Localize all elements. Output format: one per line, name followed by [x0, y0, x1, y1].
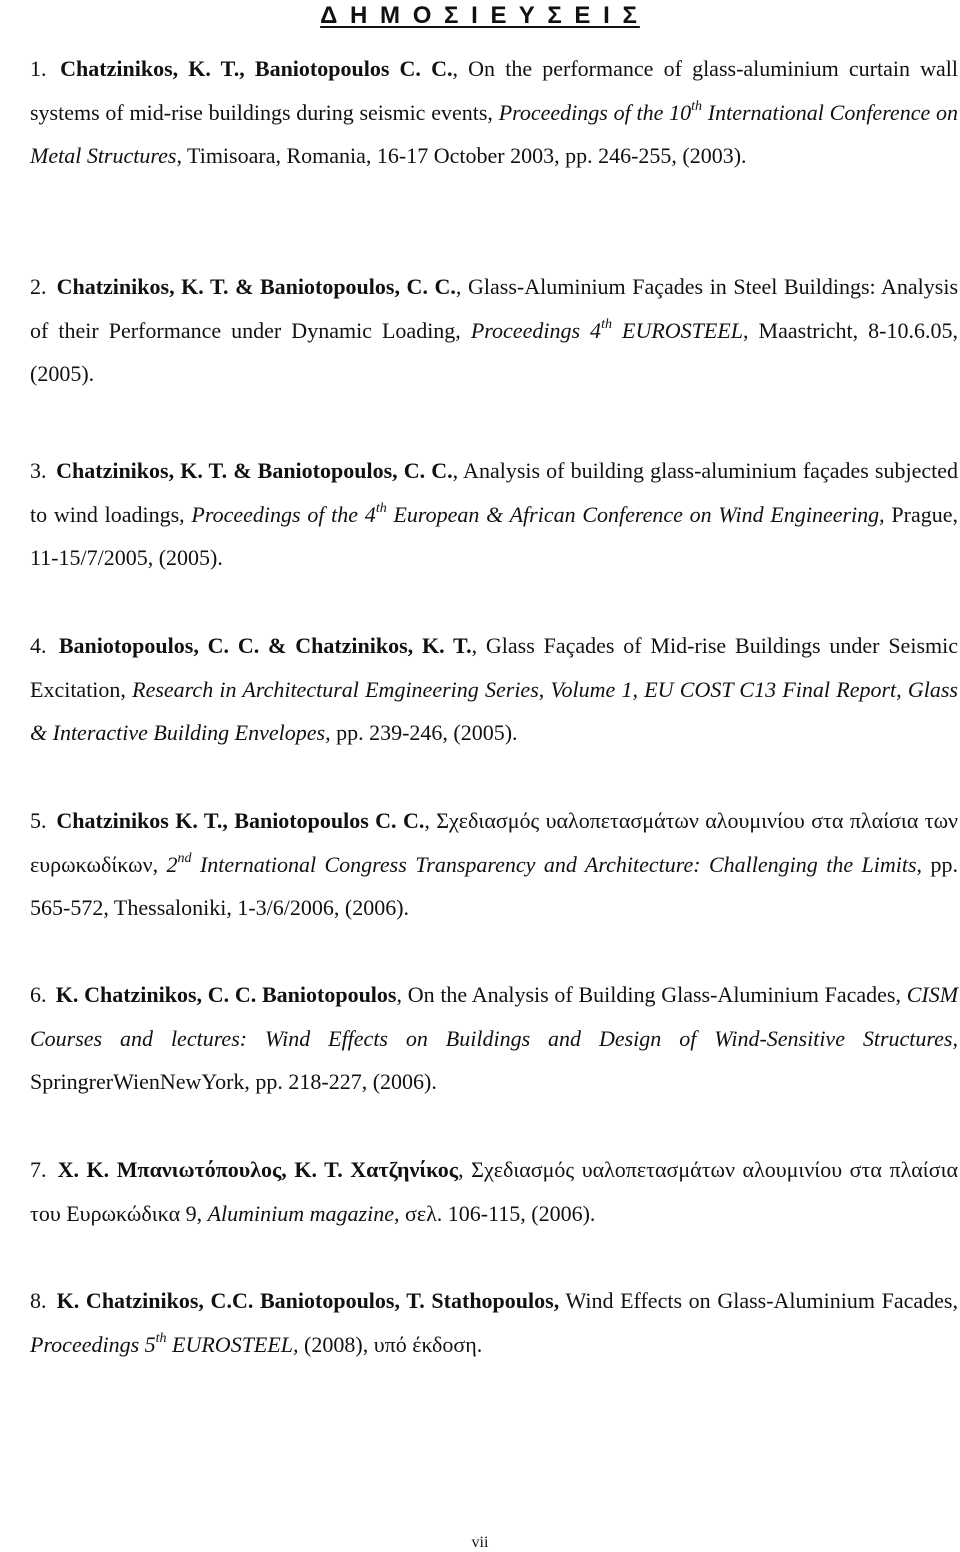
ref-text: , pp. 239-246, (2005).	[325, 720, 518, 745]
ref-authors: K. Chatzinikos, C. C. Baniotopoulos	[55, 982, 397, 1007]
ref-number: 5.	[30, 808, 47, 833]
ref-venue: Aluminium magazine,	[207, 1200, 400, 1226]
reference-entry-7	[30, 1148, 958, 1235]
ref-superscript: th	[155, 1330, 167, 1346]
page-number: vii	[471, 1534, 489, 1551]
ref-venue: International Conference on Metal Structures	[30, 99, 958, 168]
ref-text: , SpringrerWienNewYork, pp. 218-227, (2006).	[30, 1025, 958, 1094]
ref-number: 2.	[30, 274, 47, 299]
ref-authors: K. Chatzinikos, C.C. Baniotopoulos, T. Stathopoulos,	[56, 1288, 560, 1313]
ref-authors: Chatzinikos K. T., Baniotopoulos C. C.	[56, 808, 425, 833]
ref-text: , Prague, 11-15/7/2005, (2005).	[30, 501, 959, 570]
ref-venue: CISM Courses and lectures: Wind Effects on Buildings and Design of Wind-Sensitive Structures	[30, 982, 959, 1051]
ref-venue: Proceedings 5	[30, 1331, 156, 1357]
reference-entry-1	[30, 47, 958, 178]
ref-text: , On the Analysis of Building Glass-Aluminium Facades,	[396, 982, 907, 1007]
reference-entry-6	[30, 973, 958, 1104]
ref-authors: Chatzinikos, K. T. & Baniotopoulos, C. C.	[56, 458, 453, 483]
ref-text: , Σχεδιασμός υαλοπετασμάτων αλουμινίου στα πλαίσια του Ευρωκώδικα 9,	[30, 1157, 959, 1226]
ref-number: 3.	[30, 458, 47, 483]
reference-entry-5	[30, 799, 958, 930]
ref-number: 7.	[30, 1157, 47, 1182]
ref-text: , Maastricht, 8-10.6.05, (2005).	[30, 317, 958, 386]
ref-venue: International Congress Transparency and Architecture: Challenging the Limits	[191, 851, 917, 877]
ref-venue: Proceedings 4	[470, 317, 602, 343]
reference-entry-3	[30, 449, 958, 580]
ref-text: , Glass-Aluminium Façades in Steel Buildings: Analysis of their Performance under Dynamic Loading,	[30, 274, 959, 343]
ref-text: , pp. 565-572, Thessaloniki, 1-3/6/2006, (2006).	[30, 851, 958, 920]
publications-heading: Δ Η Μ Ο Σ Ι Ε Υ Σ Ε Ι Σ	[320, 2, 640, 29]
reference-entry-2	[30, 265, 958, 396]
ref-venue: Proceedings of the 4	[191, 501, 376, 527]
ref-text: , Σχεδιασμός υαλοπετασμάτων αλουμινίου στα πλαίσια των ευρωκωδίκων,	[30, 808, 958, 877]
ref-authors: Baniotopoulos, C. C. & Chatzinikos, K. T.	[58, 633, 472, 658]
ref-number: 6.	[30, 982, 47, 1007]
ref-superscript: th	[601, 316, 612, 332]
ref-superscript: th	[691, 98, 703, 114]
ref-authors: Chatzinikos, K. T. & Baniotopoulos, C. C.	[56, 274, 456, 299]
ref-superscript: nd	[177, 850, 192, 866]
ref-venue: Proceedings of the 10	[498, 99, 692, 125]
ref-text: , Timisoara, Romania, 16-17 October 2003, pp. 246-255, (2003).	[176, 143, 747, 168]
ref-authors: Χ. Κ. Μπανιωτόπουλος, Κ. Τ. Χατζηνίκος	[57, 1157, 459, 1182]
reference-entry-4	[30, 624, 958, 755]
ref-venue: EUROSTEEL,	[166, 1331, 299, 1357]
ref-number: 1.	[30, 56, 47, 81]
ref-text: (2008), υπό έκδοση.	[298, 1331, 483, 1357]
ref-venue: EUROSTEEL	[611, 317, 743, 343]
ref-venue: Research in Architectural Emgineering Series, Volume 1, EU COST C13 Final Report, Glass & Interactive Building Envelopes	[30, 676, 958, 745]
ref-number: 4.	[30, 633, 47, 658]
ref-text: Wind Effects on Glass-Aluminium Facades,	[559, 1288, 958, 1313]
ref-text: , Analysis of building glass-aluminium façades subjected to wind loadings,	[30, 458, 958, 527]
ref-authors: Chatzinikos, K. T., Baniotopoulos C. C.	[60, 56, 453, 81]
ref-text: , Glass Façades of Mid-rise Buildings under Seismic Excitation,	[30, 633, 958, 702]
ref-text: , On the performance of glass-aluminium curtain wall systems of mid-rise buildings during seismic events,	[30, 56, 959, 125]
ref-number: 8.	[30, 1288, 47, 1313]
reference-entry-8	[30, 1279, 958, 1366]
ref-superscript: th	[375, 500, 387, 516]
ref-text: σελ. 106-115, (2006).	[399, 1200, 596, 1226]
ref-venue: 2	[166, 851, 178, 877]
ref-venue: European & African Conference on Wind Engineering	[386, 501, 880, 527]
